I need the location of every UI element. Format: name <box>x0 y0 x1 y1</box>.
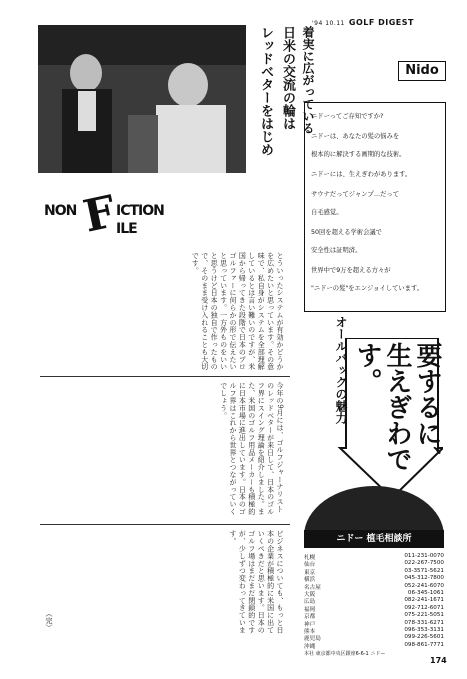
article-signature: （完） <box>45 610 53 631</box>
branch-row: 札幌 011-231-0070 <box>304 553 444 561</box>
body-text-column-3: ビジネスについても、もっと日本の企業が積極的に米国に出ていくべきだと思います。日本のゴルフ場はまだまだ閉鎖的ですが、少しずつ変わってきています。 <box>228 530 284 634</box>
branch-row: 京都 075-221-5051 <box>304 612 444 621</box>
ad-box-line: 安全性は証明済。 <box>311 247 362 254</box>
branch-row: 福岡 092-712-6071 <box>304 604 444 613</box>
branch-row: 横浜 045-312-7800 <box>304 575 444 584</box>
branch-row: 大阪 06-345-1061 <box>304 589 444 598</box>
branch-row: 広島 082-241-1671 <box>304 597 444 606</box>
running-header <box>312 18 414 27</box>
branch-row: 神戸 078-331-6271 <box>304 619 444 628</box>
nonfiction-file-logo <box>44 186 164 243</box>
ad-box-line: 根本的に解決する画期的な技術。 <box>311 151 406 158</box>
ad-box-line: 50回を超える学術会議で <box>311 229 382 236</box>
article-photo <box>38 25 246 173</box>
logo-f: F <box>79 186 121 243</box>
logo-iction: ICTION <box>116 203 164 219</box>
ad-branch-list <box>304 553 444 649</box>
branch-row: 東京 03-3571-5621 <box>304 567 444 576</box>
branch-row: 鹿児島 099-226-5601 <box>304 634 444 643</box>
ad-main-copy-line-1: 要するに、 <box>412 342 442 472</box>
logo-ile: ILE <box>116 221 137 237</box>
column-divider <box>40 376 290 377</box>
branch-row: 名古屋 052-241-6070 <box>304 582 444 591</box>
ad-address: 本社 東京都中央区銀座6-6-1 ニドー <box>304 651 386 657</box>
branch-row: 仙台 022-267-7500 <box>304 560 444 569</box>
headline-line-3: 着実に広がっている <box>301 26 315 134</box>
ad-box-line: 自毛感覚。 <box>311 209 343 216</box>
ad-catchphrase: オールバックの魅力 <box>334 316 348 424</box>
ad-main-copy <box>352 342 442 502</box>
ad-head-silhouette <box>304 486 444 536</box>
headline-line-2: 日米の交流の輪は <box>280 26 295 130</box>
ad-box-line: ニドーは、あなたの髪の悩みを <box>311 133 400 140</box>
branch-row: 沖縄 098-861-7771 <box>304 641 444 650</box>
ad-consultation-bar: ニドー 植毛相談所 <box>304 530 444 548</box>
magazine-title: GOLF DIGEST <box>348 18 414 27</box>
ad-box-line: "ニドーの髪"をエンジョイしています。 <box>311 285 424 292</box>
branch-row: 熊本 096-353-3131 <box>304 626 444 635</box>
ad-box-line: ニドーには、生えぎわがあります。 <box>311 171 412 178</box>
ad-box-line: 世界中で9万を超える方々が <box>311 267 391 274</box>
ad-box-line: ニドーってご存知ですか? <box>311 113 384 120</box>
ad-box-line: サウナだってジャンプ…だって <box>311 191 400 198</box>
body-text-column-1: とういったシステムが有効かどうかを広めたいと思っています。その意味で、私自身がシステムを全部理解しているとは言い難いのですが、米国から帰ってきた段階で日本のプロゴルファーに何らかの形で伝えたいと思っています。一方外ものをいいと思うけど日本の独自で作ったもので、そのまま受け入れることも大切です。 <box>191 252 284 371</box>
column-divider <box>40 524 290 525</box>
ad-brand-logo: Nido <box>398 61 446 81</box>
ad-main-copy-line-2: 生えぎわです。 <box>352 342 412 472</box>
page-number: 174 <box>430 656 447 665</box>
ad-info-box <box>304 102 446 312</box>
logo-non: NON <box>44 203 77 219</box>
headline-line-1: レッドベターをはじめ <box>258 26 273 156</box>
nido-advertisement <box>300 48 448 668</box>
issue-date: '94 10.11 <box>312 20 345 27</box>
photo-image <box>38 25 246 173</box>
body-text-column-2: 今年の9月には、ゴルフジャーナリストのレッドベターが来日して、日本のゴルフ界にスイング理論を紹介しました。また、米国のゴルフ用品メーカーも積極的に日本市場に進出しています。日本のゴルフ界はこれから世界とつながっていくでしょう。 <box>219 382 284 516</box>
